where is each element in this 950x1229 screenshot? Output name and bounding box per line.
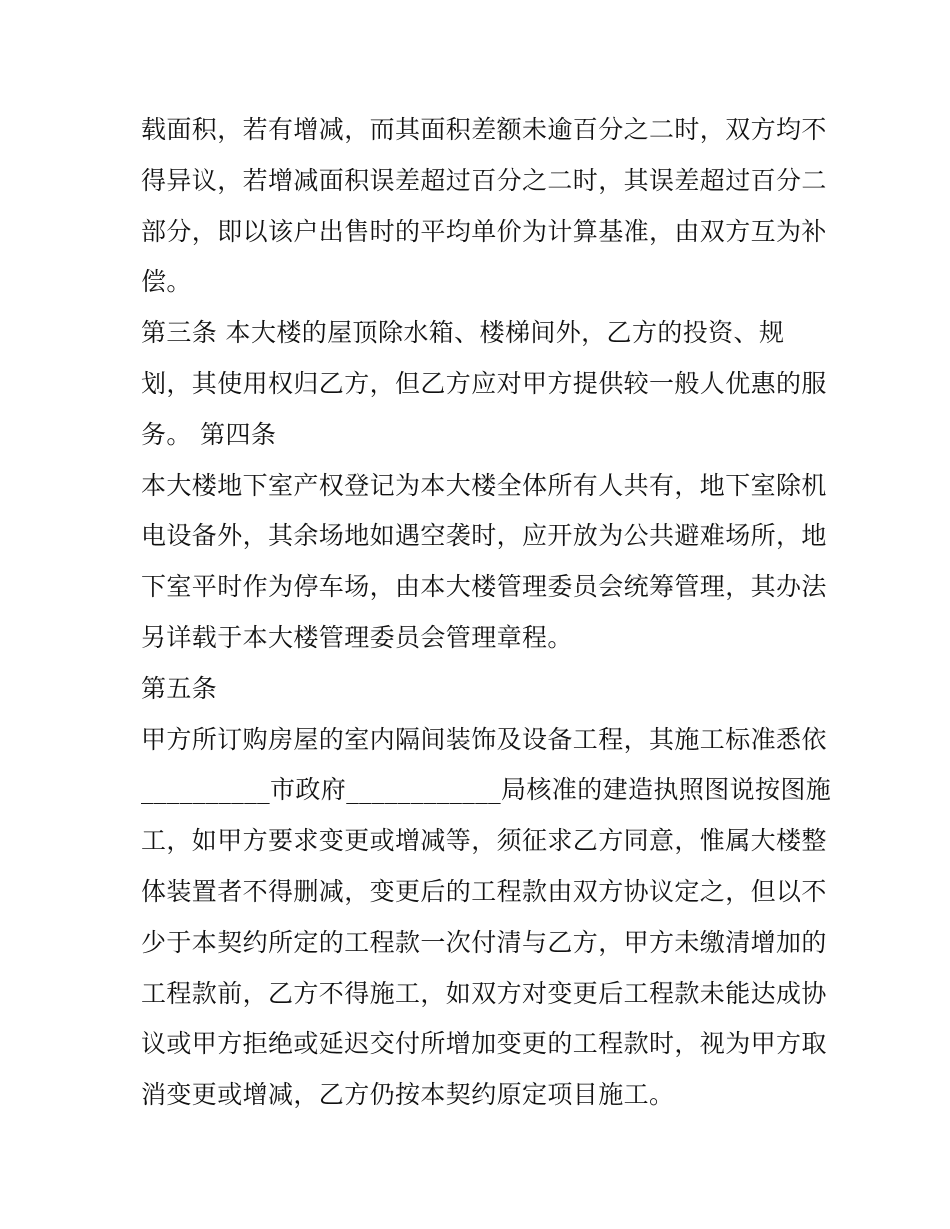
text-line: 工，如甲方要求变更或增减等，须征求乙方同意，惟属大楼整 bbox=[141, 826, 827, 856]
article-4-heading-line: 务。 第四条 bbox=[141, 419, 277, 449]
article-3-line: 第三条 本大楼的屋顶除水箱、楼梯间外，乙方的投资、规 bbox=[141, 318, 785, 348]
text-line: 载面积，若有增减，而其面积差额未逾百分之二时，双方均不 bbox=[141, 115, 827, 144]
text-line: 划，其使用权归乙方，但乙方应对甲方提供较一般人优惠的服 bbox=[141, 368, 827, 398]
text-line: 电设备外，其余场地如遇空袭时，应开放为公共避难场所，地 bbox=[141, 521, 827, 551]
text-line: 甲方所订购房屋的室内隔间装饰及设备工程，其施工标准悉依 bbox=[141, 724, 827, 754]
text-line: 偿。 bbox=[141, 267, 192, 297]
text-line: 本大楼地下室产权登记为本大楼全体所有人共有，地下室除机 bbox=[141, 470, 827, 500]
text-line: 部分，即以该户出售时的平均单价为计算基准，由双方互为补 bbox=[141, 216, 827, 246]
text-line: 工程款前，乙方不得施工，如双方对变更后工程款未能达成协 bbox=[141, 978, 827, 1008]
text-line: 体装置者不得删减，变更后的工程款由双方协议定之，但以不 bbox=[141, 876, 827, 906]
text-line: 消变更或增减，乙方仍按本契约原定项目施工。 bbox=[141, 1080, 675, 1110]
article-5-heading: 第五条 bbox=[141, 673, 218, 703]
text-line: 下室平时作为停车场，由本大楼管理委员会统筹管理，其办法 bbox=[141, 572, 827, 602]
text-line: 少于本契约所定的工程款一次付清与乙方，甲方未缴清增加的 bbox=[141, 927, 827, 957]
text-line: 得异议，若增减面积误差超过百分之二时，其误差超过百分二 bbox=[141, 165, 827, 195]
text-line: 另详载于本大楼管理委员会管理章程。 bbox=[141, 622, 573, 652]
contract-text-body bbox=[141, 105, 832, 1121]
fill-in-blanks-line: __________市政府____________局核准的建造执照图说按图施 bbox=[141, 775, 832, 805]
text-line: 议或甲方拒绝或延迟交付所增加变更的工程款时，视为甲方取 bbox=[141, 1029, 827, 1059]
